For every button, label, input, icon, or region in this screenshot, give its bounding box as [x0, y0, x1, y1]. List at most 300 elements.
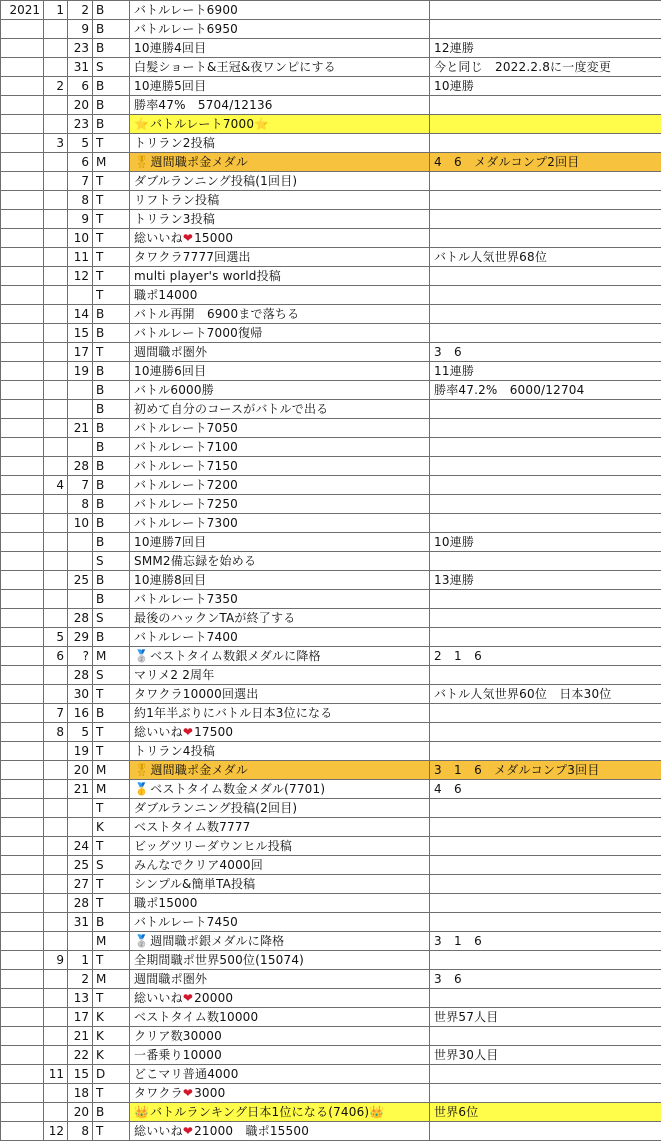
- event-number: 20000: [194, 991, 233, 1005]
- event-cell: [130, 191, 430, 210]
- table-row: [1, 172, 661, 191]
- event-cell: [130, 286, 430, 305]
- month-cell: [44, 400, 68, 419]
- table-row: [1, 875, 661, 894]
- month-cell: [44, 305, 68, 324]
- month-cell: [44, 856, 68, 875]
- type-cell: M: [93, 153, 130, 172]
- day-cell: 22: [68, 1046, 93, 1065]
- month-cell: [44, 210, 68, 229]
- event-cell: [130, 685, 430, 704]
- event-text: 週間職ポ圏外: [134, 972, 207, 986]
- table-row: [1, 989, 661, 1008]
- note-cell: 3 6: [430, 970, 661, 989]
- event-text: 総いいね: [134, 231, 183, 245]
- table-row: [1, 381, 661, 400]
- note-cell: [430, 305, 661, 324]
- year-cell: [1, 381, 44, 400]
- year-cell: [1, 305, 44, 324]
- note-cell: [430, 1065, 661, 1084]
- event-text: トリラン4投稿: [134, 744, 215, 758]
- type-cell: B: [93, 476, 130, 495]
- note-cell: 11連勝: [430, 362, 661, 381]
- type-cell: T: [93, 894, 130, 913]
- type-cell: B: [93, 20, 130, 39]
- table-row: [1, 39, 661, 58]
- year-cell: [1, 1103, 44, 1122]
- event-text: 10連勝5回目: [134, 79, 206, 93]
- day-cell: 12: [68, 267, 93, 286]
- event-cell: [130, 438, 430, 457]
- day-cell: 20: [68, 761, 93, 780]
- month-cell: [44, 1046, 68, 1065]
- type-cell: S: [93, 666, 130, 685]
- year-cell: [1, 343, 44, 362]
- table-row: [1, 400, 661, 419]
- year-cell: [1, 837, 44, 856]
- note-cell: [430, 837, 661, 856]
- table-row: [1, 305, 661, 324]
- type-cell: B: [93, 324, 130, 343]
- month-cell: [44, 1103, 68, 1122]
- note-cell: 勝率47.2% 6000/12704: [430, 381, 661, 400]
- note-cell: [430, 894, 661, 913]
- month-cell: [44, 1008, 68, 1027]
- month-cell: 12: [44, 1122, 68, 1141]
- year-cell: [1, 704, 44, 723]
- event-cell: [130, 362, 430, 381]
- event-text: 10連勝7回目: [134, 535, 206, 549]
- day-cell: 17: [68, 343, 93, 362]
- type-cell: M: [93, 761, 130, 780]
- day-cell: [68, 400, 93, 419]
- month-cell: [44, 58, 68, 77]
- event-cell: [130, 457, 430, 476]
- event-cell: [130, 951, 430, 970]
- event-text: ビッグツリーダウンヒル投稿: [134, 839, 292, 853]
- table-row: [1, 913, 661, 932]
- day-cell: 20: [68, 96, 93, 115]
- day-cell: 28: [68, 894, 93, 913]
- day-cell: 31: [68, 58, 93, 77]
- day-cell: 8: [68, 1122, 93, 1141]
- year-cell: [1, 267, 44, 286]
- table-row: [1, 628, 661, 647]
- type-cell: T: [93, 343, 130, 362]
- event-cell: [130, 799, 430, 818]
- event-cell: [130, 20, 430, 39]
- day-cell: 21: [68, 1027, 93, 1046]
- year-cell: [1, 438, 44, 457]
- day-cell: 29: [68, 628, 93, 647]
- medal-icon: 🎖: [134, 153, 149, 171]
- table-row: [1, 362, 661, 381]
- event-text: SMM2備忘録を始める: [134, 554, 256, 568]
- event-text: 白髪ショート&王冠&夜ワンピにする: [134, 60, 336, 74]
- event-number: 21000 職ポ15500: [194, 1124, 309, 1138]
- type-cell: B: [93, 381, 130, 400]
- crown-icon: 👑: [369, 1103, 384, 1121]
- year-cell: [1, 799, 44, 818]
- year-cell: [1, 1122, 44, 1141]
- note-cell: [430, 1027, 661, 1046]
- day-cell: 2: [68, 970, 93, 989]
- year-cell: [1, 1065, 44, 1084]
- note-cell: 10連勝: [430, 77, 661, 96]
- table-row: [1, 191, 661, 210]
- year-cell: [1, 571, 44, 590]
- table-row: [1, 1065, 661, 1084]
- month-cell: [44, 419, 68, 438]
- table-row: [1, 799, 661, 818]
- event-cell: [130, 210, 430, 229]
- table-row: [1, 761, 661, 780]
- note-cell: 2 1 6: [430, 647, 661, 666]
- event-cell: [130, 153, 430, 172]
- table-row: [1, 1084, 661, 1103]
- note-cell: [430, 267, 661, 286]
- day-cell: 5: [68, 723, 93, 742]
- event-text: タワクラ7777回選出: [134, 250, 251, 264]
- day-cell: [68, 552, 93, 571]
- event-text: マリメ2 2周年: [134, 668, 214, 682]
- event-text: 総いいね: [134, 725, 183, 739]
- month-cell: 6: [44, 647, 68, 666]
- table-row: [1, 229, 661, 248]
- table-row: [1, 818, 661, 837]
- day-cell: 20: [68, 1103, 93, 1122]
- year-cell: [1, 1084, 44, 1103]
- day-cell: 14: [68, 305, 93, 324]
- year-cell: [1, 58, 44, 77]
- month-cell: 8: [44, 723, 68, 742]
- day-cell: 9: [68, 210, 93, 229]
- month-cell: [44, 248, 68, 267]
- note-cell: [430, 419, 661, 438]
- event-cell: [130, 476, 430, 495]
- note-cell: [430, 628, 661, 647]
- year-cell: [1, 742, 44, 761]
- event-text: 職ポ14000: [134, 288, 198, 302]
- table-row: [1, 647, 661, 666]
- type-cell: T: [93, 742, 130, 761]
- crown-icon: 👑: [134, 1103, 149, 1121]
- type-cell: S: [93, 552, 130, 571]
- year-cell: [1, 951, 44, 970]
- event-cell: [130, 77, 430, 96]
- month-cell: 3: [44, 134, 68, 153]
- day-cell: 23: [68, 115, 93, 134]
- month-cell: [44, 457, 68, 476]
- table-row: [1, 495, 661, 514]
- event-cell: [130, 590, 430, 609]
- type-cell: T: [93, 210, 130, 229]
- note-cell: [430, 495, 661, 514]
- year-cell: 2021: [1, 1, 44, 20]
- event-text: バトルレート7250: [134, 497, 238, 511]
- month-cell: [44, 818, 68, 837]
- day-cell: 16: [68, 704, 93, 723]
- type-cell: M: [93, 780, 130, 799]
- event-cell: [130, 1046, 430, 1065]
- event-text: ダブルランニング投稿(1回目): [134, 174, 297, 188]
- day-cell: 6: [68, 153, 93, 172]
- event-cell: [130, 1027, 430, 1046]
- table-row: [1, 970, 661, 989]
- type-cell: T: [93, 267, 130, 286]
- event-text: 10連勝8回目: [134, 573, 206, 587]
- type-cell: B: [93, 39, 130, 58]
- year-cell: [1, 533, 44, 552]
- heart-icon: ❤: [183, 1084, 193, 1102]
- month-cell: 1: [44, 1, 68, 20]
- note-cell: [430, 723, 661, 742]
- table-row: [1, 286, 661, 305]
- table-row: [1, 571, 661, 590]
- table-row: [1, 476, 661, 495]
- star-icon: ⭐: [254, 115, 269, 133]
- table-row: [1, 210, 661, 229]
- day-cell: [68, 590, 93, 609]
- event-cell: [130, 780, 430, 799]
- event-cell: [130, 609, 430, 628]
- type-cell: M: [93, 647, 130, 666]
- month-cell: 11: [44, 1065, 68, 1084]
- table-row: [1, 77, 661, 96]
- event-cell: [130, 39, 430, 58]
- event-text: multi player's world投稿: [134, 269, 281, 283]
- day-cell: [68, 799, 93, 818]
- month-cell: [44, 1027, 68, 1046]
- type-cell: T: [93, 172, 130, 191]
- month-cell: 5: [44, 628, 68, 647]
- note-cell: [430, 229, 661, 248]
- year-cell: [1, 400, 44, 419]
- month-cell: [44, 875, 68, 894]
- day-cell: 30: [68, 685, 93, 704]
- year-cell: [1, 210, 44, 229]
- event-cell: [130, 837, 430, 856]
- event-cell: [130, 381, 430, 400]
- table-row: [1, 1122, 661, 1141]
- event-number: 17500: [194, 725, 233, 739]
- event-cell: [130, 989, 430, 1008]
- event-cell: [130, 495, 430, 514]
- day-cell: 5: [68, 134, 93, 153]
- year-cell: [1, 419, 44, 438]
- note-cell: 3 1 6: [430, 932, 661, 951]
- event-text: トリラン3投稿: [134, 212, 215, 226]
- event-text: バトルレート6900: [134, 3, 238, 17]
- event-text: バトルレート7000復帰: [134, 326, 262, 340]
- table-row: [1, 1103, 661, 1122]
- event-cell: [130, 96, 430, 115]
- note-cell: [430, 875, 661, 894]
- year-cell: [1, 590, 44, 609]
- note-cell: [430, 951, 661, 970]
- event-text: ダブルランニング投稿(2回目): [134, 801, 297, 815]
- event-cell: [130, 856, 430, 875]
- note-cell: バトル人気世界68位: [430, 248, 661, 267]
- year-cell: [1, 685, 44, 704]
- table-row: [1, 894, 661, 913]
- month-cell: 9: [44, 951, 68, 970]
- day-cell: 21: [68, 419, 93, 438]
- year-cell: [1, 362, 44, 381]
- month-cell: [44, 1084, 68, 1103]
- month-cell: [44, 438, 68, 457]
- event-text: タワクラ10000回選出: [134, 687, 259, 701]
- month-cell: [44, 39, 68, 58]
- type-cell: T: [93, 286, 130, 305]
- day-cell: 15: [68, 324, 93, 343]
- event-cell: [130, 229, 430, 248]
- month-cell: [44, 989, 68, 1008]
- month-cell: [44, 362, 68, 381]
- year-cell: [1, 761, 44, 780]
- table-row: [1, 609, 661, 628]
- type-cell: B: [93, 495, 130, 514]
- note-cell: 13連勝: [430, 571, 661, 590]
- month-cell: [44, 495, 68, 514]
- year-cell: [1, 39, 44, 58]
- year-cell: [1, 875, 44, 894]
- event-text: タワクラ: [134, 1086, 183, 1100]
- note-cell: [430, 96, 661, 115]
- year-cell: [1, 495, 44, 514]
- note-cell: [430, 191, 661, 210]
- gold-icon: 🥇: [134, 780, 149, 798]
- type-cell: T: [93, 837, 130, 856]
- event-text: 職ポ15000: [134, 896, 198, 910]
- year-cell: [1, 780, 44, 799]
- day-cell: ?: [68, 647, 93, 666]
- event-text: バトルレート7150: [134, 459, 238, 473]
- event-text: みんなでクリア4000回: [134, 858, 263, 872]
- day-cell: 31: [68, 913, 93, 932]
- month-cell: [44, 324, 68, 343]
- event-cell: [130, 970, 430, 989]
- table-row: [1, 780, 661, 799]
- type-cell: M: [93, 970, 130, 989]
- event-text: バトルランキング日本1位になる(7406): [150, 1105, 369, 1119]
- event-cell: [130, 552, 430, 571]
- event-text: 総いいね: [134, 1124, 183, 1138]
- table-row: [1, 267, 661, 286]
- day-cell: 8: [68, 191, 93, 210]
- event-cell: [130, 704, 430, 723]
- event-cell: [130, 267, 430, 286]
- note-cell: [430, 324, 661, 343]
- event-text: ベストタイム数7777: [134, 820, 251, 834]
- note-cell: [430, 1, 661, 20]
- event-cell: [130, 723, 430, 742]
- event-cell: [130, 647, 430, 666]
- type-cell: T: [93, 248, 130, 267]
- month-cell: [44, 343, 68, 362]
- table-row: [1, 1008, 661, 1027]
- year-cell: [1, 647, 44, 666]
- event-text: どこマリ普通4000: [134, 1067, 239, 1081]
- table-row: [1, 96, 661, 115]
- year-cell: [1, 1027, 44, 1046]
- type-cell: B: [93, 305, 130, 324]
- day-cell: 18: [68, 1084, 93, 1103]
- event-text: 10連勝4回目: [134, 41, 206, 55]
- table-row: [1, 666, 661, 685]
- table-row: [1, 856, 661, 875]
- month-cell: [44, 153, 68, 172]
- year-cell: [1, 153, 44, 172]
- note-cell: [430, 1084, 661, 1103]
- type-cell: D: [93, 1065, 130, 1084]
- event-text: バトルレート7450: [134, 915, 238, 929]
- day-cell: [68, 533, 93, 552]
- note-cell: [430, 552, 661, 571]
- event-cell: [130, 1122, 430, 1141]
- event-text: クリア数30000: [134, 1029, 222, 1043]
- day-cell: 17: [68, 1008, 93, 1027]
- note-cell: [430, 134, 661, 153]
- heart-icon: ❤: [183, 723, 193, 741]
- event-cell: [130, 305, 430, 324]
- table-row: [1, 248, 661, 267]
- event-text: 全期間職ポ世界500位(15074): [134, 953, 304, 967]
- medal-icon: 🎖: [134, 761, 149, 779]
- year-cell: [1, 913, 44, 932]
- type-cell: T: [93, 951, 130, 970]
- note-cell: [430, 818, 661, 837]
- event-cell: [130, 571, 430, 590]
- year-cell: [1, 818, 44, 837]
- event-text: バトルレート7100: [134, 440, 238, 454]
- note-cell: [430, 913, 661, 932]
- star-icon: ⭐: [134, 115, 149, 133]
- type-cell: B: [93, 400, 130, 419]
- day-cell: 7: [68, 172, 93, 191]
- heart-icon: ❤: [183, 989, 193, 1007]
- year-cell: [1, 134, 44, 153]
- month-cell: [44, 590, 68, 609]
- event-cell: [130, 894, 430, 913]
- day-cell: 24: [68, 837, 93, 856]
- type-cell: S: [93, 58, 130, 77]
- table-row: [1, 932, 661, 951]
- event-text: 週間職ポ銀メダルに降格: [150, 934, 284, 948]
- type-cell: B: [93, 571, 130, 590]
- year-cell: [1, 172, 44, 191]
- event-cell: [130, 1, 430, 20]
- event-text: 一番乗り10000: [134, 1048, 222, 1062]
- table-row: [1, 552, 661, 571]
- event-cell: [130, 172, 430, 191]
- type-cell: K: [93, 1027, 130, 1046]
- day-cell: 13: [68, 989, 93, 1008]
- year-cell: [1, 457, 44, 476]
- day-cell: 28: [68, 609, 93, 628]
- event-cell: [130, 58, 430, 77]
- day-cell: 7: [68, 476, 93, 495]
- event-text: シンプル&簡単TA投稿: [134, 877, 255, 891]
- month-cell: 4: [44, 476, 68, 495]
- year-cell: [1, 1008, 44, 1027]
- type-cell: B: [93, 628, 130, 647]
- month-cell: [44, 894, 68, 913]
- month-cell: [44, 837, 68, 856]
- day-cell: 25: [68, 856, 93, 875]
- note-cell: [430, 1122, 661, 1141]
- day-cell: 8: [68, 495, 93, 514]
